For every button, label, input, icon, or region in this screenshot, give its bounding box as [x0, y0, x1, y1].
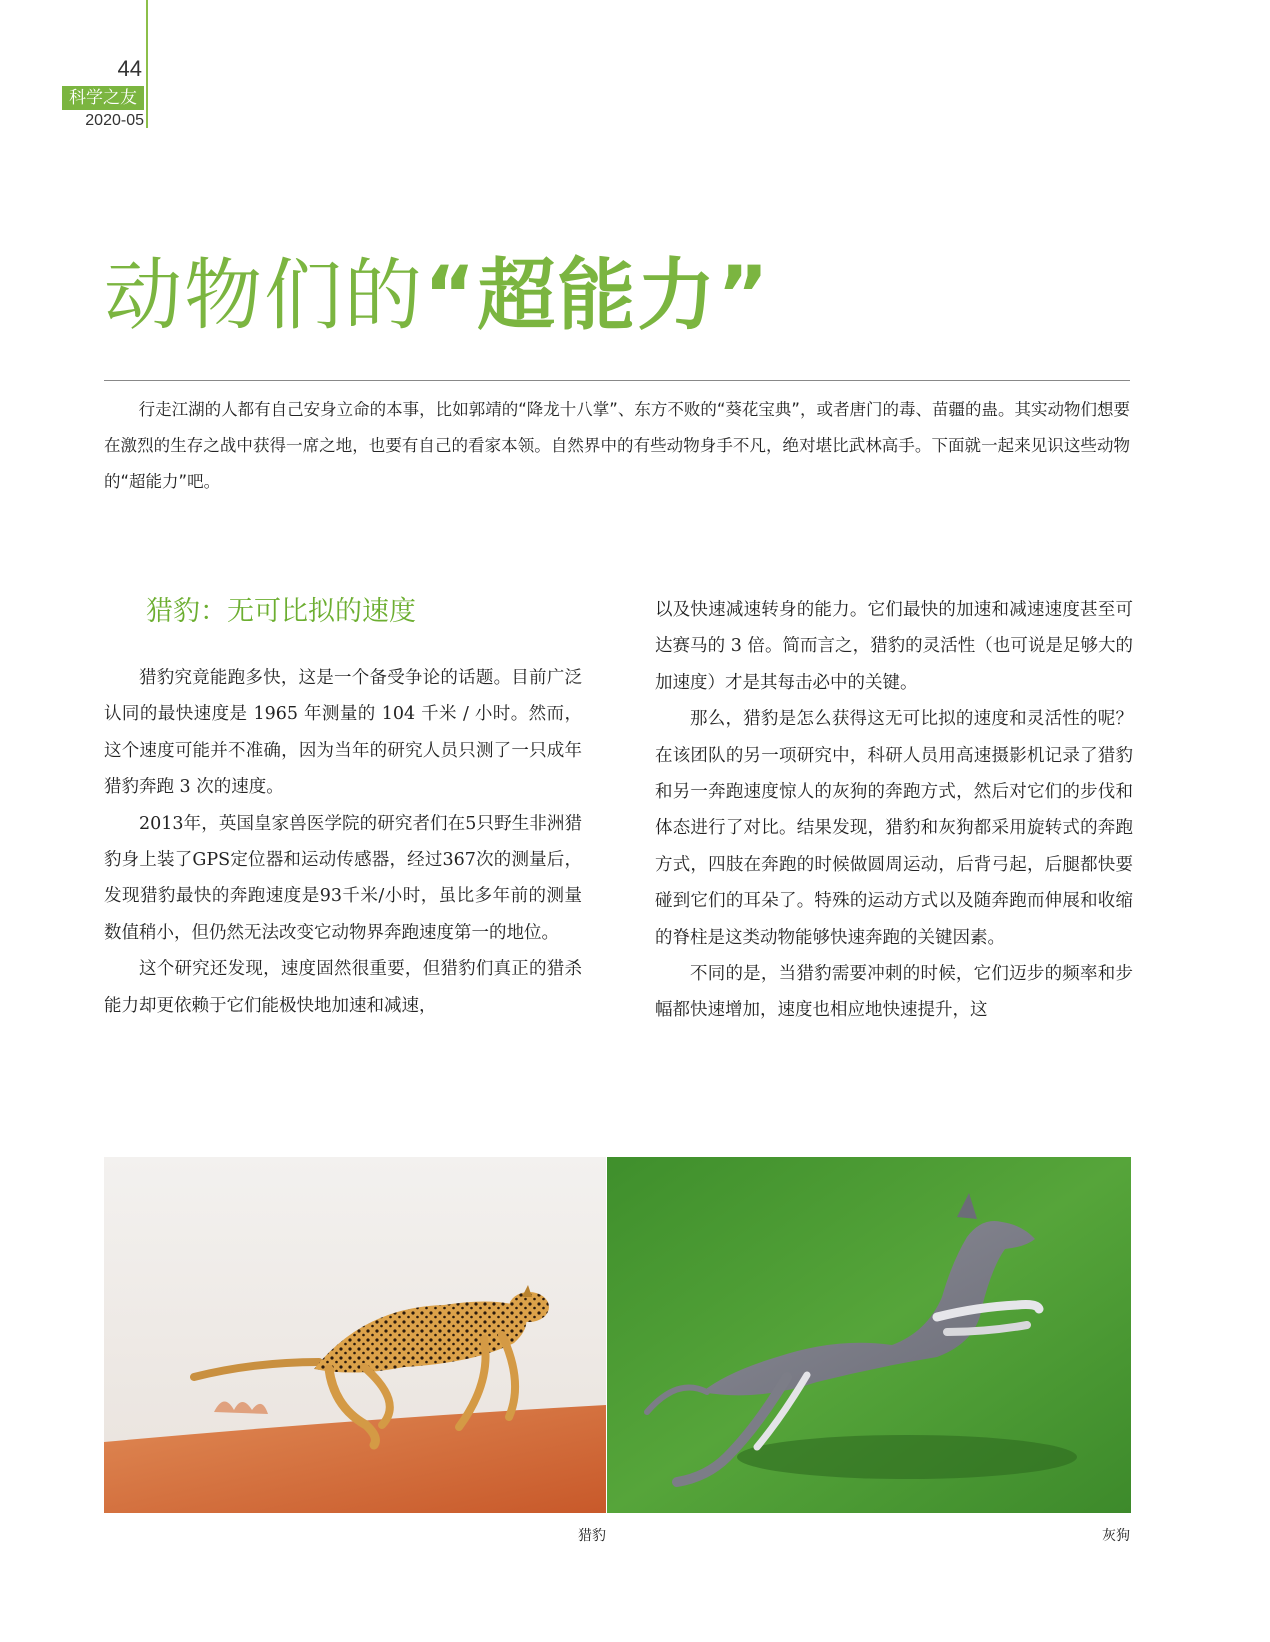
caption-cheetah: 猎豹	[578, 1528, 606, 1544]
article-intro	[104, 392, 1130, 500]
right-column	[655, 592, 1133, 1029]
section-heading: 猎豹：无可比拟的速度	[146, 596, 416, 627]
title-bold: “超能力”	[424, 251, 771, 341]
caption-greyhound: 灰狗	[1102, 1528, 1130, 1544]
title-rule	[104, 380, 1130, 381]
body-paragraph: 猎豹究竟能跑多快，这是一个备受争论的话题。目前广泛认同的最快速度是 1965 年测量的 104 千米 / 小时。然而，这个速度可能并不准确，因为当年的研究人员只测了一只成年猎豹奔跑 3 次的速度。	[104, 668, 582, 798]
body-paragraph: 2013年，英国皇家兽医学院的研究者们在5只野生非洲猎豹身上装了GPS定位器和运动传感器，经过367次的测量后，发现猎豹最快的奔跑速度是93千米/小时，虽比多年前的测量数值稍小，但仍然无法改变它动物界奔跑速度第一的地位。	[104, 813, 582, 943]
issue-date: 2020-05	[85, 112, 144, 129]
magazine-name-badge: 科学之友	[62, 86, 144, 110]
intro-paragraph: 行走江湖的人都有自己安身立命的本事，比如郭靖的“降龙十八掌”、东方不败的“葵花宝典”，或者唐门的毒、苗疆的蛊。其实动物们想要在激烈的生存之战中获得一席之地，也要有自己的看家本领。自然界中的有些动物身手不凡，绝对堪比武林高手。下面就一起来见识这些动物的“超能力”吧。	[104, 400, 1130, 491]
header-divider	[146, 0, 148, 128]
left-column	[104, 592, 582, 1024]
cheetah-photo	[104, 1157, 606, 1513]
body-paragraph: 不同的是，当猎豹需要冲刺的时候，它们迈步的频率和步幅都快速增加，速度也相应地快速提升，这	[655, 964, 1133, 1021]
body-paragraph: 那么，猎豹是怎么获得这无可比拟的速度和灵活性的呢？在该团队的另一项研究中，科研人员用高速摄影机记录了猎豹和另一奔跑速度惊人的灰狗的奔跑方式，然后对它们的步伐和体态进行了对比。结果发现，猎豹和灰狗都采用旋转式的奔跑方式，四肢在奔跑的时候做圆周运动，后背弓起，后腿都快要碰到它们的耳朵了。特殊的运动方式以及随奔跑而伸展和收缩的脊柱是这类动物能够快速奔跑的关键因素。	[655, 709, 1133, 948]
page-number: 44	[117, 56, 142, 81]
body-paragraph: 这个研究还发现，速度固然很重要，但猎豹们真正的猎杀能力却更依赖于它们能极快地加速和减速，	[104, 959, 582, 1016]
title-normal: 动物们的	[104, 251, 425, 341]
body-paragraph-continued: 以及快速减速转身的能力。它们最快的加速和减速速度甚至可达赛马的 3 倍。简而言之，猎豹的灵活性（也可说是足够大的加速度）才是其每击必中的关键。	[655, 600, 1133, 693]
article-title	[104, 248, 771, 344]
greyhound-photo	[607, 1157, 1131, 1513]
